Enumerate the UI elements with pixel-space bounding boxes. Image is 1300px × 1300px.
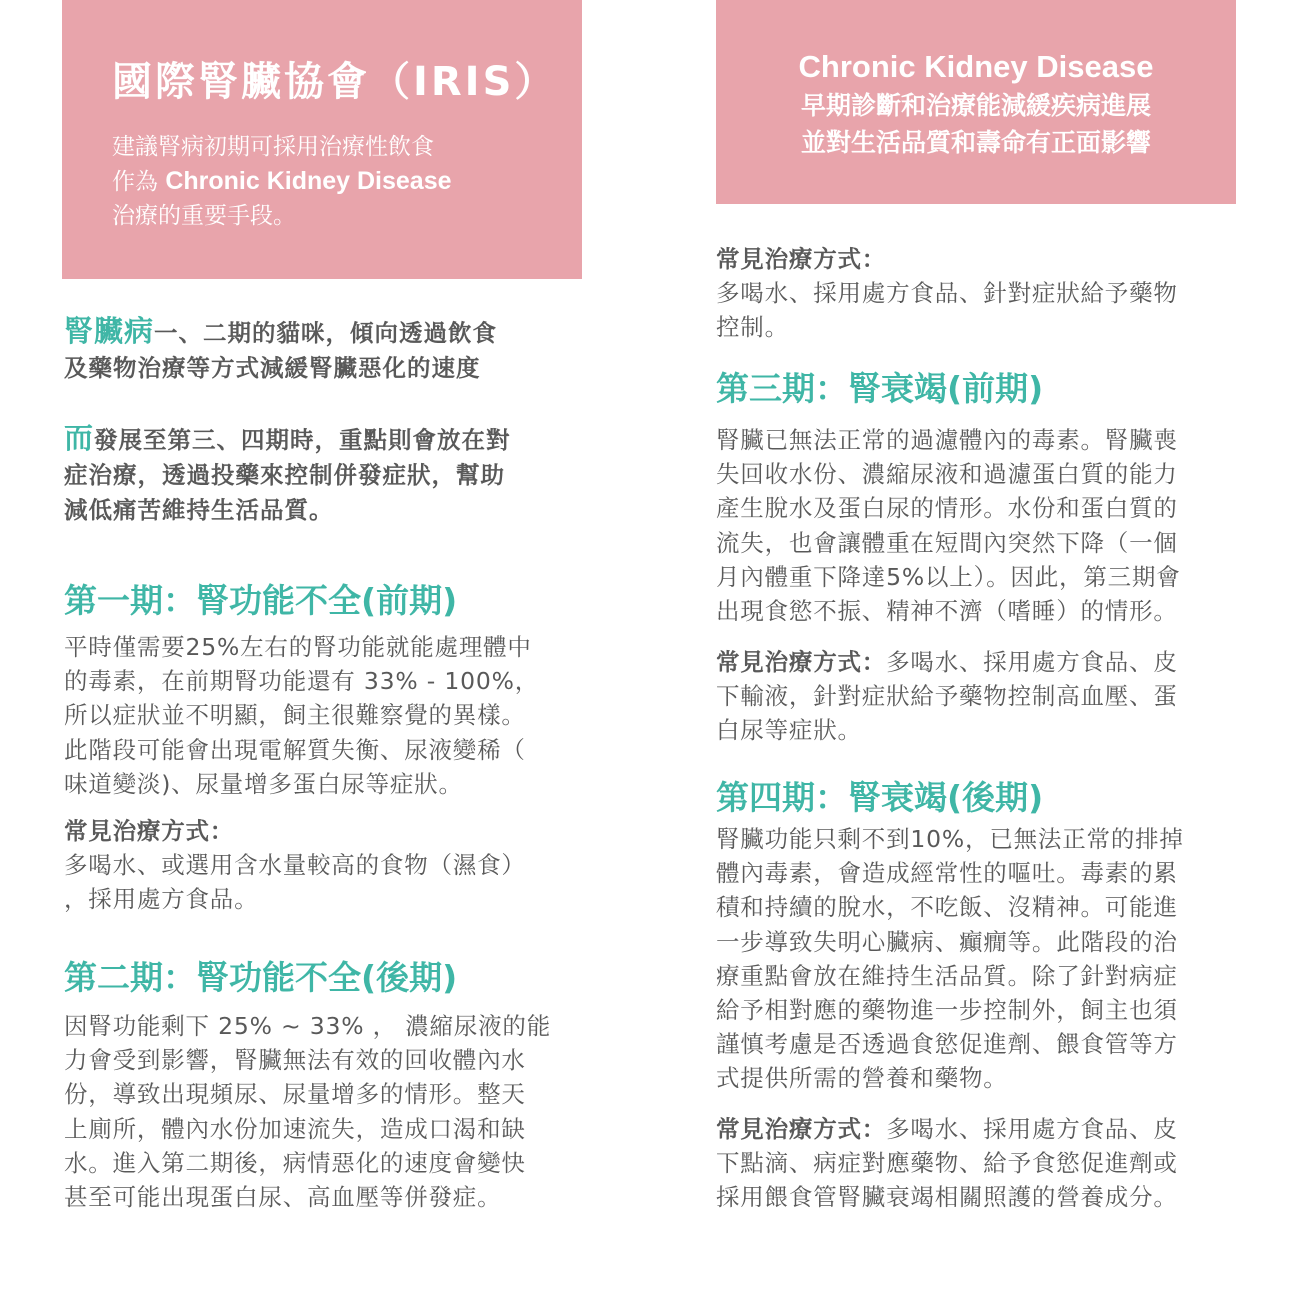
- text-line: 力會受到影響，腎臟無法有效的回收體內水: [64, 1046, 526, 1075]
- intro-keyword: 腎臟病: [64, 314, 155, 348]
- stage1-description: [64, 630, 539, 801]
- text-line: 體內毒素，會造成經常性的嘔吐。毒素的累: [716, 859, 1178, 888]
- text-line: 平時僅需要25%左右的腎功能就能處理體中: [64, 633, 532, 661]
- text-line: 白尿等症狀。: [716, 716, 862, 745]
- intro-paragraph-early: [64, 314, 497, 386]
- ckd-line: 並對生活品質和壽命有正面影響: [800, 128, 1151, 157]
- treatment-text: 多喝水、採用處方食品、皮: [886, 1115, 1178, 1143]
- text-line: 產生脫水及蛋白尿的情形。水份和蛋白質的: [716, 494, 1178, 523]
- text-line: 甚至可能出現蛋白尿、高血壓等併發症。: [64, 1183, 502, 1212]
- text-line: 出現食慾不振、精神不濟（嗜睡）的情形。: [716, 597, 1178, 626]
- ckd-line: 早期診斷和治療能減緩疾病進展: [800, 91, 1151, 120]
- text-line: ，採用處方食品。: [64, 885, 259, 914]
- intro-keyword: 而: [64, 421, 95, 455]
- intro-line: [64, 314, 497, 351]
- iris-title: 國際腎臟協會（IRIS）: [112, 59, 558, 105]
- iris-line: [112, 164, 582, 199]
- text-line: 多喝水、或選用含水量較高的食物（濕食）: [64, 851, 526, 880]
- text-line: [716, 1112, 1178, 1146]
- text-line: 所以症狀並不明顯，飼主很難察覺的異樣。: [64, 701, 526, 730]
- stage1-treatment: [64, 814, 526, 917]
- treatment-label: 常見治療方式：: [716, 245, 887, 273]
- text-line: 一步導致失明心臟病、癲癇等。此階段的治: [716, 927, 1178, 956]
- text-line: 腎臟已無法正常的過濾體內的毒素。腎臟喪: [716, 426, 1178, 454]
- text-line: 下輸液，針對症狀給予藥物控制高血壓、蛋: [716, 682, 1178, 711]
- text-line: 下點滴、病症對應藥物、給予食慾促進劑或: [716, 1149, 1178, 1178]
- stage1-heading: 第一期：腎功能不全(前期): [64, 581, 458, 620]
- text-line: 採用餵食管腎臟衰竭相關照護的營養成分。: [716, 1183, 1178, 1212]
- iris-line: 建議腎病初期可採用治療性飲食: [112, 134, 434, 160]
- text-line: 上廁所，體內水份加速流失，造成口渴和缺: [64, 1114, 526, 1143]
- intro-line: 及藥物治療等方式減緩腎臟惡化的速度: [64, 354, 481, 382]
- treatment-label: 常見治療方式：: [716, 648, 887, 676]
- stage2-heading: 第二期：腎功能不全(後期): [64, 958, 458, 997]
- text-line: 給予相對應的藥物進一步控制外，飼主也須: [716, 996, 1178, 1025]
- text-line: 水。進入第二期後，病情惡化的速度會變快: [64, 1148, 526, 1177]
- intro-paragraph-late: [64, 421, 511, 528]
- stage4-heading: 第四期：腎衰竭(後期): [716, 778, 1044, 817]
- intro-line: 減低痛苦維持生活品質。: [64, 496, 334, 524]
- text-line: 味道變淡)、尿量增多蛋白尿等症狀。: [64, 769, 463, 798]
- text-line: 謹慎考慮是否透過食慾促進劑、餵食管等方: [716, 1030, 1178, 1059]
- stage3-heading: 第三期：腎衰竭(前期): [716, 369, 1044, 408]
- iris-info-box: [62, 0, 582, 279]
- text-line: 療重點會放在維持生活品質。除了針對病症: [716, 961, 1178, 990]
- treatment-text: 多喝水、採用處方食品、皮: [886, 648, 1178, 676]
- text-line: 積和持續的脫水，不吃飯、沒精神。可能進: [716, 893, 1178, 922]
- stage3-description: [716, 423, 1181, 628]
- iris-line-prefix: 作為: [112, 169, 158, 195]
- intro-line: [64, 421, 511, 458]
- text-line: [716, 645, 1178, 679]
- text-line: 多喝水、採用處方食品、針對症狀給予藥物: [716, 279, 1178, 308]
- intro-line: 症治療，透過投藥來控制併發症狀，幫助: [64, 461, 505, 489]
- stage3-treatment: [716, 645, 1178, 748]
- intro-text: 發展至第三、四期時，重點則會放在對: [94, 426, 511, 454]
- iris-line: 治療的重要手段。: [112, 203, 296, 229]
- text-line: 腎臟功能只剩不到10%，已無法正常的排掉: [716, 825, 1184, 853]
- text-line: 流失，也會讓體重在短間內突然下降（一個: [716, 528, 1178, 557]
- text-line: 月內體重下降達5%以上）。因此，第三期會: [716, 562, 1181, 591]
- treatment-label: 常見治療方式：: [716, 1115, 887, 1143]
- treatment-label: 常見治療方式：: [64, 817, 235, 845]
- text-line: 失回收水份、濃縮尿液和過濾蛋白質的能力: [716, 460, 1178, 489]
- intro-text: 一、二期的貓咪，傾向透過飲食: [154, 319, 498, 347]
- text-line: 份，導致出現頻尿、尿量增多的情形。整天: [64, 1080, 526, 1109]
- text-line: 控制。: [716, 313, 789, 342]
- ckd-term: Chronic Kidney Disease: [165, 167, 452, 195]
- stage2-description: [64, 1009, 551, 1214]
- stage2-treatment: [716, 242, 1178, 345]
- stage4-description: [716, 822, 1184, 1096]
- ckd-info-box: [716, 0, 1236, 204]
- text-line: 此階段可能會出現電解質失衡、尿液變稀（: [64, 735, 526, 764]
- text-line: 式提供所需的營養和藥物。: [716, 1064, 1008, 1093]
- text-line: 的毒素，在前期腎功能還有 33% - 100%，: [64, 667, 540, 696]
- stage4-treatment: [716, 1112, 1178, 1215]
- text-line: 因腎功能剩下 25% ~ 33% ， 濃縮尿液的能: [64, 1012, 552, 1040]
- iris-description: [112, 130, 582, 233]
- ckd-title: Chronic Kidney Disease: [798, 49, 1154, 84]
